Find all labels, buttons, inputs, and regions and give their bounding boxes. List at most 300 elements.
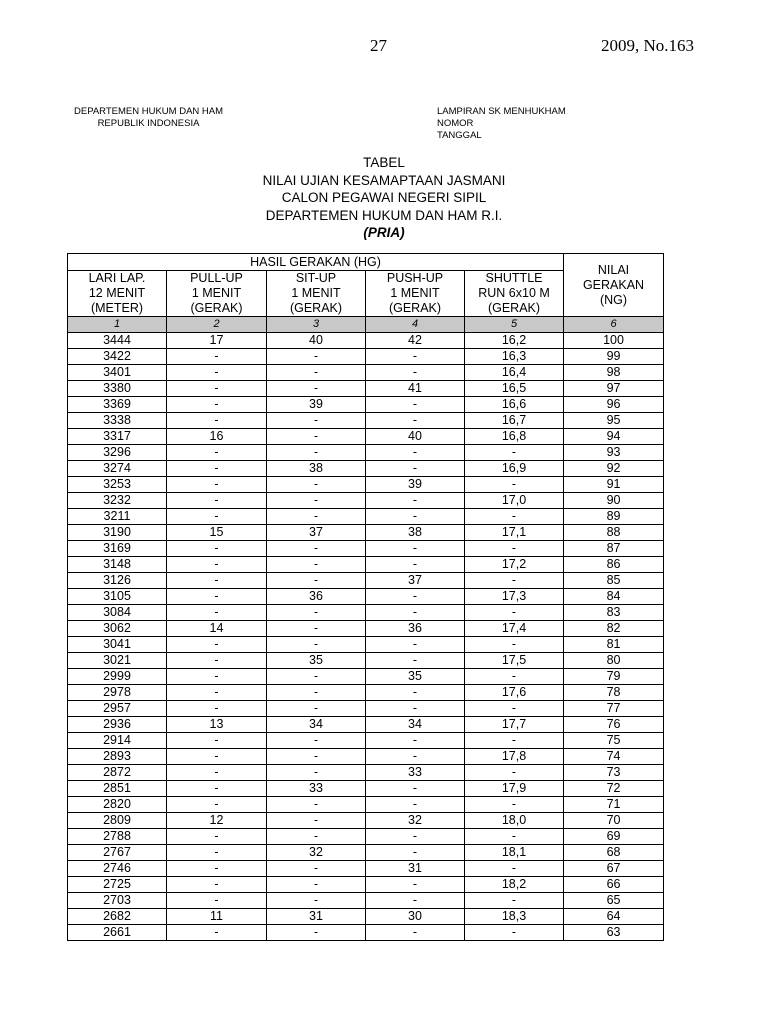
cell-nilai-gerakan: 90 — [564, 493, 664, 509]
cell-shuttle-run: 17,9 — [465, 781, 564, 797]
cell-shuttle-run: 16,8 — [465, 429, 564, 445]
column-header-line: 1 MENIT — [390, 286, 440, 300]
cell-shuttle-run: - — [465, 829, 564, 845]
cell-sit-up: 31 — [267, 909, 366, 925]
cell-push-up: - — [366, 893, 465, 909]
table-row — [68, 589, 664, 605]
table-row — [68, 477, 664, 493]
cell-sit-up: - — [267, 445, 366, 461]
cell-nilai-gerakan: 80 — [564, 653, 664, 669]
cell-push-up: - — [366, 493, 465, 509]
column-header-line: SIT-UP — [295, 271, 337, 285]
cell-shuttle-run: 16,3 — [465, 349, 564, 365]
column-header-line: (GERAK) — [487, 301, 541, 315]
cell-sit-up: - — [267, 861, 366, 877]
table-row — [68, 637, 664, 653]
cell-pull-up: - — [167, 541, 267, 557]
cell-nilai-gerakan: 89 — [564, 509, 664, 525]
cell-shuttle-run: - — [465, 861, 564, 877]
title-line-3: CALON PEGAWAI NEGERI SIPIL — [281, 190, 487, 205]
cell-nilai-gerakan: 99 — [564, 349, 664, 365]
table-row — [68, 749, 664, 765]
cell-lari-meter: 2661 — [68, 925, 167, 941]
cell-push-up: 42 — [366, 333, 465, 349]
cell-shuttle-run: - — [465, 733, 564, 749]
table-row — [68, 877, 664, 893]
cell-pull-up: - — [167, 557, 267, 573]
cell-push-up: - — [366, 461, 465, 477]
cell-shuttle-run: - — [465, 925, 564, 941]
cell-pull-up: - — [167, 861, 267, 877]
cell-sit-up: - — [267, 813, 366, 829]
cell-sit-up: 36 — [267, 589, 366, 605]
cell-lari-meter: 2788 — [68, 829, 167, 845]
cell-push-up: 34 — [366, 717, 465, 733]
cell-sit-up: - — [267, 637, 366, 653]
table-row — [68, 813, 664, 829]
cell-push-up: - — [366, 781, 465, 797]
cell-lari-meter: 3401 — [68, 365, 167, 381]
cell-pull-up: - — [167, 765, 267, 781]
cell-nilai-gerakan: 84 — [564, 589, 664, 605]
cell-sit-up: - — [267, 749, 366, 765]
cell-shuttle-run: - — [465, 797, 564, 813]
cell-lari-meter: 2936 — [68, 717, 167, 733]
cell-sit-up: 38 — [267, 461, 366, 477]
table-row — [68, 333, 664, 349]
cell-sit-up: - — [267, 893, 366, 909]
cell-nilai-gerakan: 97 — [564, 381, 664, 397]
cell-shuttle-run: 18,3 — [465, 909, 564, 925]
cell-shuttle-run: 17,4 — [465, 621, 564, 637]
cell-lari-meter: 3444 — [68, 333, 167, 349]
table-row — [68, 845, 664, 861]
cell-push-up: 40 — [366, 429, 465, 445]
cell-pull-up: - — [167, 381, 267, 397]
cell-shuttle-run: - — [465, 509, 564, 525]
cell-nilai-gerakan: 78 — [564, 685, 664, 701]
column-header-line: SHUTTLE — [485, 271, 543, 285]
cell-lari-meter: 3369 — [68, 397, 167, 413]
cell-push-up: - — [366, 605, 465, 621]
cell-pull-up: - — [167, 893, 267, 909]
cell-shuttle-run: - — [465, 765, 564, 781]
cell-lari-meter: 3338 — [68, 413, 167, 429]
column-header-line: PUSH-UP — [386, 271, 444, 285]
cell-push-up: - — [366, 397, 465, 413]
table-title — [0, 154, 768, 242]
cell-pull-up: - — [167, 797, 267, 813]
cell-push-up: - — [366, 557, 465, 573]
cell-push-up: - — [366, 413, 465, 429]
title-line-1: TABEL — [363, 155, 405, 170]
cell-shuttle-run: - — [465, 541, 564, 557]
cell-nilai-gerakan: 74 — [564, 749, 664, 765]
column-header-line: LARI LAP. — [88, 271, 146, 285]
table-row — [68, 765, 664, 781]
cell-shuttle-run: - — [465, 445, 564, 461]
cell-pull-up: 11 — [167, 909, 267, 925]
column-header-sit-up — [267, 271, 366, 317]
cell-shuttle-run: - — [465, 573, 564, 589]
cell-shuttle-run: 16,7 — [465, 413, 564, 429]
cell-pull-up: - — [167, 701, 267, 717]
cell-lari-meter: 3190 — [68, 525, 167, 541]
column-header-line: PULL-UP — [190, 271, 243, 285]
attachment-date-label: TANGGAL — [437, 130, 482, 141]
cell-pull-up: 17 — [167, 333, 267, 349]
cell-pull-up: - — [167, 397, 267, 413]
cell-shuttle-run: 17,5 — [465, 653, 564, 669]
cell-shuttle-run: 16,5 — [465, 381, 564, 397]
attachment-title: LAMPIRAN SK MENHUKHAM — [437, 106, 566, 117]
cell-shuttle-run: 17,8 — [465, 749, 564, 765]
cell-sit-up: 35 — [267, 653, 366, 669]
cell-pull-up: - — [167, 829, 267, 845]
cell-lari-meter: 2914 — [68, 733, 167, 749]
cell-lari-meter: 3126 — [68, 573, 167, 589]
cell-nilai-gerakan: 67 — [564, 861, 664, 877]
cell-lari-meter: 3105 — [68, 589, 167, 605]
cell-lari-meter: 3274 — [68, 461, 167, 477]
column-header-lari — [68, 271, 167, 317]
column-header-line: (METER) — [90, 301, 144, 315]
cell-push-up: 38 — [366, 525, 465, 541]
cell-lari-meter: 2746 — [68, 861, 167, 877]
cell-push-up: 35 — [366, 669, 465, 685]
table-row — [68, 893, 664, 909]
cell-push-up: 32 — [366, 813, 465, 829]
cell-shuttle-run: 17,1 — [465, 525, 564, 541]
cell-shuttle-run: - — [465, 701, 564, 717]
table-row — [68, 445, 664, 461]
cell-push-up: - — [366, 845, 465, 861]
department-header — [74, 106, 223, 130]
country-name: REPUBLIK INDONESIA — [97, 118, 200, 129]
column-index-row — [68, 317, 664, 333]
cell-sit-up: - — [267, 573, 366, 589]
cell-nilai-gerakan: 81 — [564, 637, 664, 653]
cell-nilai-gerakan: 85 — [564, 573, 664, 589]
table-row — [68, 541, 664, 557]
cell-pull-up: - — [167, 365, 267, 381]
cell-pull-up: - — [167, 477, 267, 493]
cell-sit-up: - — [267, 493, 366, 509]
cell-sit-up: - — [267, 381, 366, 397]
cell-nilai-gerakan: 88 — [564, 525, 664, 541]
cell-nilai-gerakan: 75 — [564, 733, 664, 749]
cell-sit-up: - — [267, 797, 366, 813]
column-header-line: 1 MENIT — [291, 286, 341, 300]
cell-shuttle-run: 17,6 — [465, 685, 564, 701]
cell-sit-up: - — [267, 557, 366, 573]
cell-nilai-gerakan: 73 — [564, 765, 664, 781]
cell-pull-up: 15 — [167, 525, 267, 541]
cell-shuttle-run: - — [465, 669, 564, 685]
attachment-number-label: NOMOR — [437, 118, 474, 129]
cell-pull-up: - — [167, 925, 267, 941]
cell-pull-up: 12 — [167, 813, 267, 829]
cell-pull-up: 16 — [167, 429, 267, 445]
cell-push-up: 30 — [366, 909, 465, 925]
cell-lari-meter: 3084 — [68, 605, 167, 621]
column-index: 3 — [267, 317, 366, 333]
cell-lari-meter: 3062 — [68, 621, 167, 637]
group-header-row — [68, 254, 664, 271]
cell-lari-meter: 2820 — [68, 797, 167, 813]
cell-sit-up: - — [267, 477, 366, 493]
cell-lari-meter: 3380 — [68, 381, 167, 397]
cell-sit-up: - — [267, 829, 366, 845]
cell-push-up: - — [366, 925, 465, 941]
cell-lari-meter: 3296 — [68, 445, 167, 461]
cell-lari-meter: 3317 — [68, 429, 167, 445]
nilai-gerakan-header — [564, 254, 664, 317]
cell-sit-up: - — [267, 509, 366, 525]
cell-sit-up: 34 — [267, 717, 366, 733]
cell-lari-meter: 2999 — [68, 669, 167, 685]
cell-pull-up: - — [167, 349, 267, 365]
cell-nilai-gerakan: 98 — [564, 365, 664, 381]
cell-nilai-gerakan: 77 — [564, 701, 664, 717]
cell-sit-up: - — [267, 365, 366, 381]
cell-push-up: - — [366, 589, 465, 605]
table-row — [68, 365, 664, 381]
cell-shuttle-run: 16,2 — [465, 333, 564, 349]
cell-lari-meter: 2851 — [68, 781, 167, 797]
cell-lari-meter: 3169 — [68, 541, 167, 557]
cell-pull-up: - — [167, 573, 267, 589]
cell-sit-up: - — [267, 701, 366, 717]
nilai-header-line: NILAI — [597, 262, 630, 277]
table-row — [68, 557, 664, 573]
column-index: 4 — [366, 317, 465, 333]
cell-push-up: - — [366, 509, 465, 525]
table-row — [68, 781, 664, 797]
nilai-header-line: (NG) — [599, 292, 628, 307]
cell-pull-up: 13 — [167, 717, 267, 733]
column-header-shuttle-run — [465, 271, 564, 317]
cell-lari-meter: 2978 — [68, 685, 167, 701]
table-row — [68, 925, 664, 941]
cell-sit-up: - — [267, 685, 366, 701]
cell-shuttle-run: 17,7 — [465, 717, 564, 733]
cell-pull-up: 14 — [167, 621, 267, 637]
cell-sit-up: - — [267, 349, 366, 365]
table-row — [68, 669, 664, 685]
cell-lari-meter: 2703 — [68, 893, 167, 909]
cell-pull-up: - — [167, 605, 267, 621]
table-row — [68, 381, 664, 397]
cell-lari-meter: 3232 — [68, 493, 167, 509]
cell-push-up: 39 — [366, 477, 465, 493]
cell-pull-up: - — [167, 413, 267, 429]
cell-push-up: - — [366, 749, 465, 765]
cell-push-up: - — [366, 637, 465, 653]
cell-sit-up: - — [267, 605, 366, 621]
score-rows — [68, 333, 664, 941]
cell-sit-up: - — [267, 877, 366, 893]
table-row — [68, 909, 664, 925]
table-row — [68, 413, 664, 429]
cell-lari-meter: 3253 — [68, 477, 167, 493]
cell-pull-up: - — [167, 637, 267, 653]
cell-sit-up: 32 — [267, 845, 366, 861]
column-header-line: (GERAK) — [289, 301, 343, 315]
cell-pull-up: - — [167, 845, 267, 861]
cell-lari-meter: 2872 — [68, 765, 167, 781]
cell-shuttle-run: - — [465, 477, 564, 493]
cell-lari-meter: 3422 — [68, 349, 167, 365]
cell-sit-up: 40 — [267, 333, 366, 349]
cell-nilai-gerakan: 82 — [564, 621, 664, 637]
cell-nilai-gerakan: 83 — [564, 605, 664, 621]
cell-lari-meter: 3021 — [68, 653, 167, 669]
table-row — [68, 733, 664, 749]
cell-sit-up: - — [267, 413, 366, 429]
cell-shuttle-run: 17,2 — [465, 557, 564, 573]
document-id: 2009, No.163 — [600, 36, 694, 55]
cell-push-up: - — [366, 685, 465, 701]
cell-shuttle-run: 16,9 — [465, 461, 564, 477]
table-row — [68, 653, 664, 669]
table-row — [68, 509, 664, 525]
cell-push-up: - — [366, 445, 465, 461]
cell-lari-meter: 2957 — [68, 701, 167, 717]
column-header-line: (GERAK) — [388, 301, 442, 315]
column-index: 6 — [564, 317, 664, 333]
department-name: DEPARTEMEN HUKUM DAN HAM — [74, 106, 224, 117]
cell-lari-meter: 2725 — [68, 877, 167, 893]
title-line-2: NILAI UJIAN KESAMAPTAAN JASMANI — [262, 172, 506, 188]
column-header-line: 12 MENIT — [88, 286, 146, 300]
column-header-push-up — [366, 271, 465, 317]
cell-sit-up: 33 — [267, 781, 366, 797]
cell-nilai-gerakan: 66 — [564, 877, 664, 893]
cell-push-up: 36 — [366, 621, 465, 637]
cell-pull-up: - — [167, 589, 267, 605]
cell-lari-meter: 2767 — [68, 845, 167, 861]
cell-push-up: - — [366, 733, 465, 749]
table-row — [68, 397, 664, 413]
column-header-pull-up — [167, 271, 267, 317]
table-row — [68, 829, 664, 845]
column-header-line: 1 MENIT — [191, 286, 242, 300]
title-line-4: DEPARTEMEN HUKUM DAN HAM R.I. — [265, 207, 503, 223]
cell-nilai-gerakan: 72 — [564, 781, 664, 797]
cell-push-up: 31 — [366, 861, 465, 877]
cell-nilai-gerakan: 95 — [564, 413, 664, 429]
cell-nilai-gerakan: 64 — [564, 909, 664, 925]
cell-sit-up: 39 — [267, 397, 366, 413]
cell-lari-meter: 2682 — [68, 909, 167, 925]
cell-pull-up: - — [167, 445, 267, 461]
cell-pull-up: - — [167, 493, 267, 509]
cell-nilai-gerakan: 91 — [564, 477, 664, 493]
cell-nilai-gerakan: 71 — [564, 797, 664, 813]
cell-shuttle-run: 16,6 — [465, 397, 564, 413]
cell-pull-up: - — [167, 653, 267, 669]
cell-shuttle-run: 18,0 — [465, 813, 564, 829]
cell-pull-up: - — [167, 509, 267, 525]
cell-shuttle-run: 17,0 — [465, 493, 564, 509]
cell-lari-meter: 2809 — [68, 813, 167, 829]
cell-shuttle-run: 17,3 — [465, 589, 564, 605]
cell-push-up: - — [366, 797, 465, 813]
cell-shuttle-run: - — [465, 893, 564, 909]
cell-shuttle-run: 18,2 — [465, 877, 564, 893]
cell-sit-up: - — [267, 669, 366, 685]
table-row — [68, 493, 664, 509]
cell-pull-up: - — [167, 669, 267, 685]
column-index: 1 — [68, 317, 167, 333]
table-row — [68, 429, 664, 445]
table-row — [68, 717, 664, 733]
cell-nilai-gerakan: 94 — [564, 429, 664, 445]
column-index: 2 — [167, 317, 267, 333]
table-row — [68, 685, 664, 701]
table-row — [68, 461, 664, 477]
cell-lari-meter: 2893 — [68, 749, 167, 765]
cell-push-up: 41 — [366, 381, 465, 397]
cell-push-up: - — [366, 701, 465, 717]
nilai-header-line: GERAKAN — [582, 277, 645, 292]
cell-sit-up: - — [267, 733, 366, 749]
column-index: 5 — [465, 317, 564, 333]
column-header-line: (GERAK) — [190, 301, 243, 315]
cell-shuttle-run: - — [465, 605, 564, 621]
cell-nilai-gerakan: 92 — [564, 461, 664, 477]
attachment-header — [437, 106, 566, 142]
cell-shuttle-run: 16,4 — [465, 365, 564, 381]
page-number: 27 — [370, 36, 387, 55]
cell-nilai-gerakan: 69 — [564, 829, 664, 845]
cell-push-up: 37 — [366, 573, 465, 589]
table-row — [68, 573, 664, 589]
cell-pull-up: - — [167, 749, 267, 765]
cell-nilai-gerakan: 68 — [564, 845, 664, 861]
cell-nilai-gerakan: 65 — [564, 893, 664, 909]
cell-sit-up: 37 — [267, 525, 366, 541]
column-header-line: RUN 6x10 M — [478, 286, 550, 300]
cell-nilai-gerakan: 70 — [564, 813, 664, 829]
table-row — [68, 349, 664, 365]
cell-push-up: - — [366, 541, 465, 557]
cell-nilai-gerakan: 93 — [564, 445, 664, 461]
cell-nilai-gerakan: 100 — [564, 333, 664, 349]
cell-shuttle-run: - — [465, 637, 564, 653]
cell-lari-meter: 3148 — [68, 557, 167, 573]
cell-pull-up: - — [167, 685, 267, 701]
cell-push-up: - — [366, 349, 465, 365]
group-header: HASIL GERAKAN (HG) — [68, 254, 564, 271]
cell-lari-meter: 3041 — [68, 637, 167, 653]
cell-shuttle-run: 18,1 — [465, 845, 564, 861]
cell-push-up: 33 — [366, 765, 465, 781]
cell-push-up: - — [366, 653, 465, 669]
cell-sit-up: - — [267, 429, 366, 445]
cell-sit-up: - — [267, 925, 366, 941]
cell-sit-up: - — [267, 621, 366, 637]
table-row — [68, 605, 664, 621]
cell-sit-up: - — [267, 541, 366, 557]
cell-push-up: - — [366, 365, 465, 381]
table-row — [68, 701, 664, 717]
cell-pull-up: - — [167, 733, 267, 749]
cell-nilai-gerakan: 86 — [564, 557, 664, 573]
cell-pull-up: - — [167, 461, 267, 477]
cell-nilai-gerakan: 87 — [564, 541, 664, 557]
